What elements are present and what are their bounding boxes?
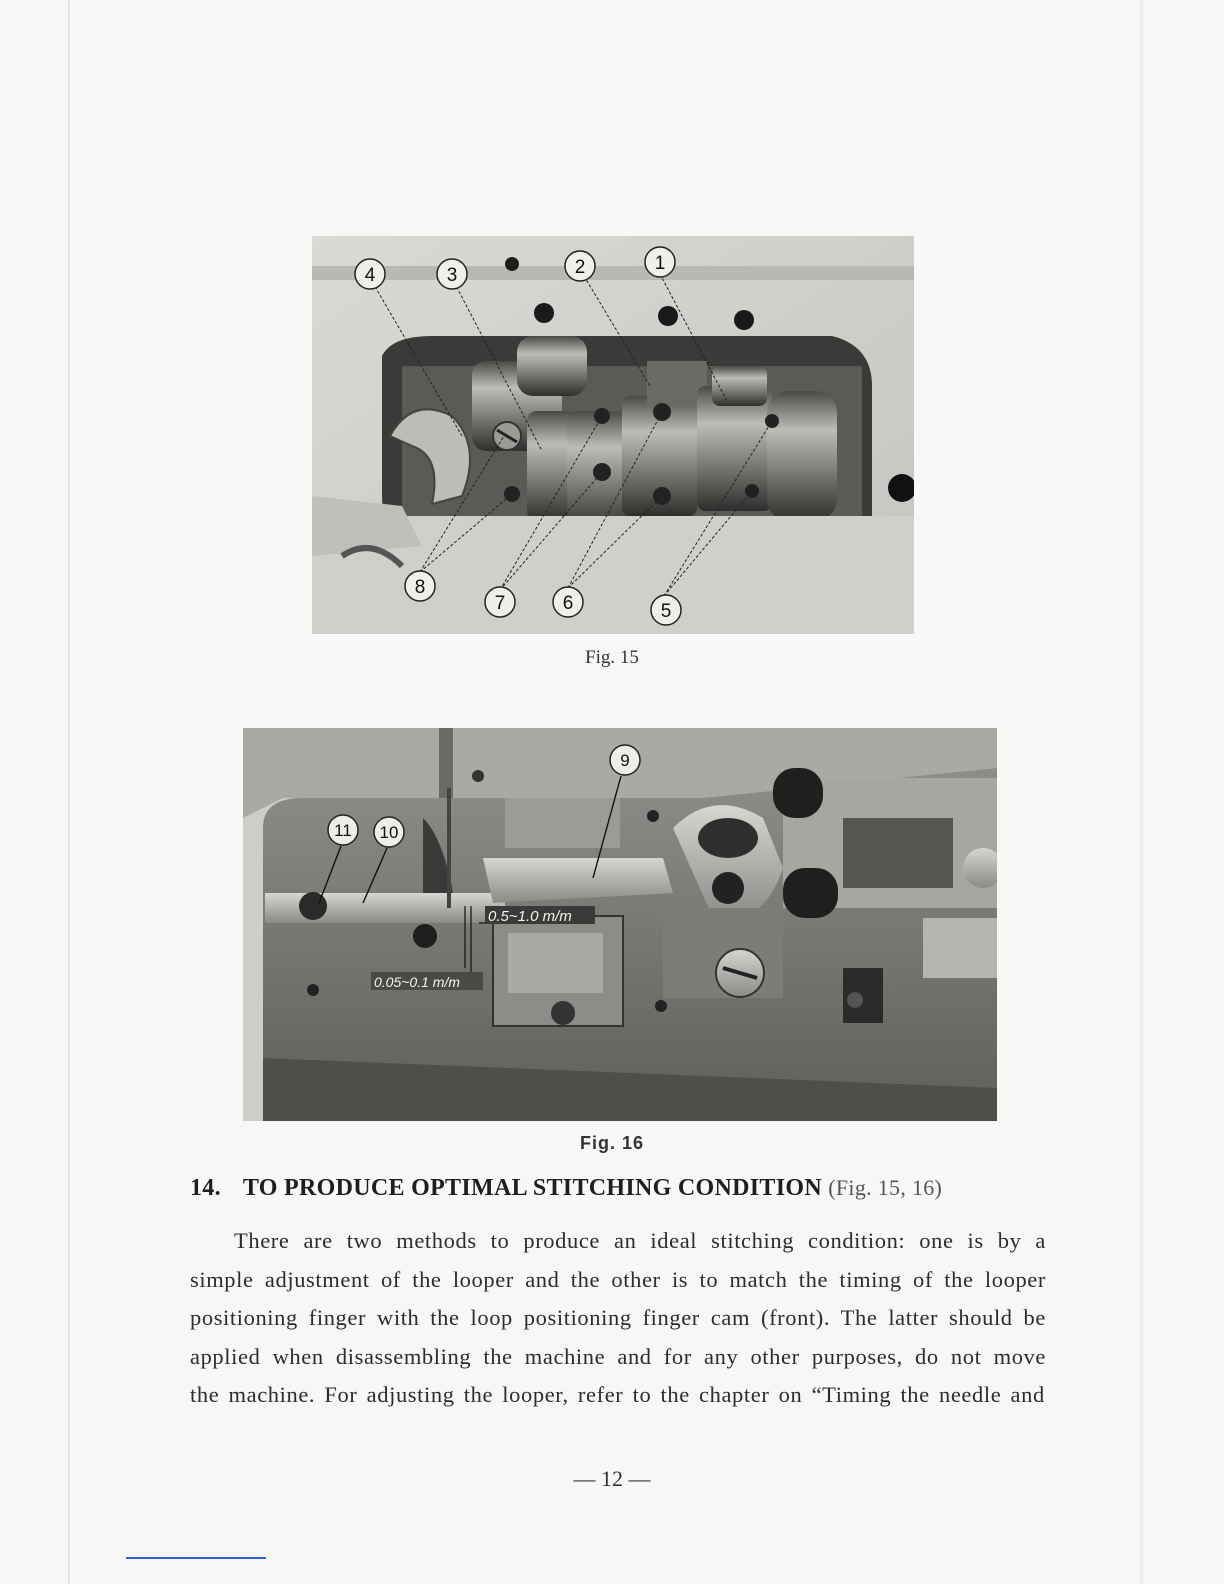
footnote-rule (126, 1557, 266, 1559)
callout-8-label: 8 (414, 577, 426, 598)
callout-10-label: 10 (379, 823, 399, 842)
section-figure-ref: (Fig. 15, 16) (828, 1175, 943, 1200)
callout-4-label: 4 (364, 265, 376, 286)
page-number: — 12 — (573, 1466, 651, 1491)
callout-6-label: 6 (562, 593, 574, 614)
figure-16-caption: Fig. 16 (579, 1133, 644, 1153)
callout-11-label: 11 (334, 821, 352, 840)
callout-7-label: 7 (494, 593, 506, 614)
section-title: TO PRODUCE OPTIMAL STITCHING CONDITION (242, 1175, 822, 1201)
callout-2-label: 2 (574, 257, 586, 278)
fig16-dimension-lower: 0.05~0.1 m/m (374, 974, 460, 990)
section-heading (190, 1175, 1070, 1202)
scan-margin-left (68, 0, 70, 1584)
scan-margin-right (1140, 0, 1143, 1584)
callout-5-label: 5 (660, 601, 672, 622)
section-number: 14. (190, 1175, 221, 1201)
callout-1-label: 1 (654, 253, 666, 274)
fig16-dimension-upper: 0.5~1.0 m/m (488, 908, 572, 925)
callout-3-label: 3 (446, 265, 458, 286)
callout-9-label: 9 (620, 751, 630, 770)
figure-15-caption: Fig. 15 (585, 647, 639, 668)
figure-15-photo (312, 236, 914, 634)
figure-16-photo (243, 728, 997, 1121)
section-body-paragraph: There are two methods to produce an ideal stitching condition: one is by a simple adjustment of the looper and the other is to match the timing of the looper positioning finger with the loop positioning finger cam (front). The latter should be applied when disassembling the machine and for any other purposes, do not move the machine. For adjusting the looper, refer to the chapter on “Timing the needle and (190, 1228, 1046, 1408)
